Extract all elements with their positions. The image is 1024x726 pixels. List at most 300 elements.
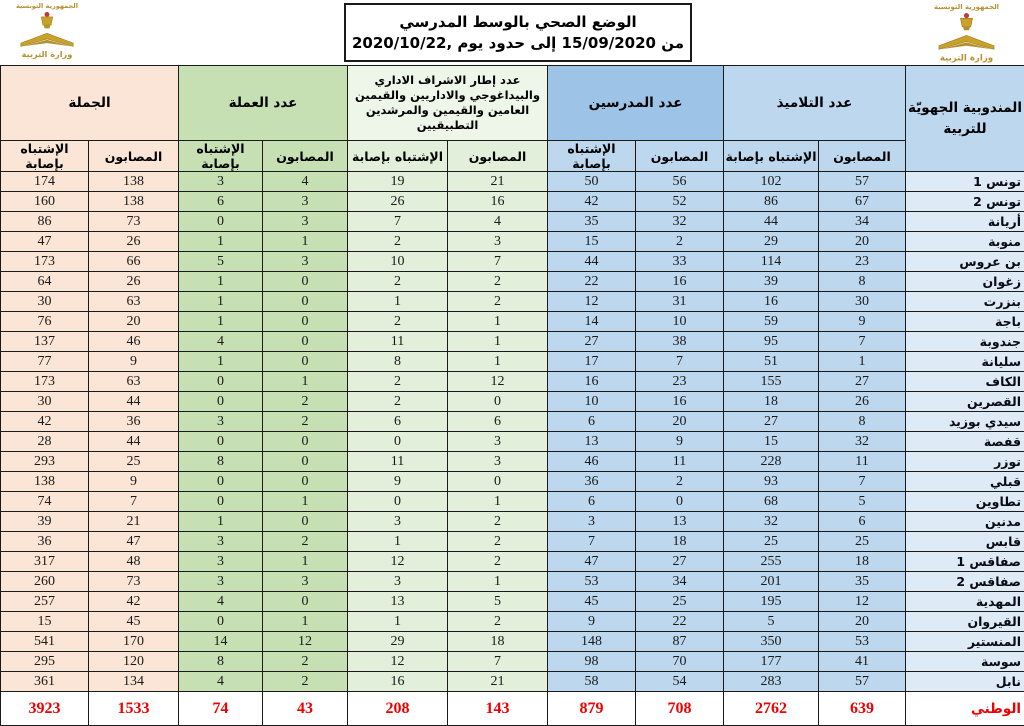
total-value-cell-students-suspected: 2762 [724, 692, 819, 726]
value-cell-students-infected: 20 [819, 612, 906, 632]
value-cell-total-infected: 73 [89, 572, 179, 592]
value-cell-teachers-suspected: 14 [548, 312, 636, 332]
value-cell-admin-suspected: 12 [348, 552, 448, 572]
value-cell-total-infected: 7 [89, 492, 179, 512]
value-cell-teachers-infected: 18 [636, 532, 724, 552]
value-cell-students-suspected: 27 [724, 412, 819, 432]
value-cell-total-suspected: 30 [1, 392, 89, 412]
value-cell-admin-suspected: 1 [348, 532, 448, 552]
value-cell-total-infected: 134 [89, 672, 179, 692]
value-cell-workers-infected: 0 [263, 432, 348, 452]
table-row [1, 272, 1024, 292]
value-cell-students-infected: 11 [819, 452, 906, 472]
value-cell-workers-suspected: 0 [179, 392, 263, 412]
value-cell-students-suspected: 18 [724, 392, 819, 412]
total-value-cell-total-suspected: 3923 [1, 692, 89, 726]
value-cell-total-infected: 170 [89, 632, 179, 652]
value-cell-workers-suspected: 4 [179, 672, 263, 692]
value-cell-workers-infected: 1 [263, 492, 348, 512]
value-cell-teachers-infected: 2 [636, 232, 724, 252]
value-cell-workers-suspected: 0 [179, 212, 263, 232]
value-cell-teachers-infected: 33 [636, 252, 724, 272]
value-cell-workers-infected: 3 [263, 252, 348, 272]
region-name-cell: المهدية [906, 592, 1024, 612]
value-cell-students-infected: 12 [819, 592, 906, 612]
value-cell-students-suspected: 95 [724, 332, 819, 352]
value-cell-workers-infected: 2 [263, 392, 348, 412]
value-cell-teachers-suspected: 36 [548, 472, 636, 492]
value-cell-teachers-suspected: 15 [548, 232, 636, 252]
value-cell-total-infected: 9 [89, 472, 179, 492]
value-cell-admin-infected: 1 [448, 332, 548, 352]
value-cell-teachers-suspected: 35 [548, 212, 636, 232]
value-cell-workers-infected: 0 [263, 452, 348, 472]
region-name-cell: قابس [906, 532, 1024, 552]
value-cell-teachers-suspected: 3 [548, 512, 636, 532]
value-cell-total-suspected: 36 [1, 532, 89, 552]
value-cell-admin-infected: 2 [448, 612, 548, 632]
value-cell-admin-infected: 2 [448, 552, 548, 572]
value-cell-total-infected: 73 [89, 212, 179, 232]
value-cell-workers-infected: 0 [263, 312, 348, 332]
value-cell-teachers-infected: 10 [636, 312, 724, 332]
value-cell-admin-suspected: 2 [348, 232, 448, 252]
value-cell-teachers-suspected: 58 [548, 672, 636, 692]
ministry-logo-right [919, 1, 1014, 67]
value-cell-admin-suspected: 2 [348, 392, 448, 412]
value-cell-total-suspected: 77 [1, 352, 89, 372]
value-cell-total-suspected: 257 [1, 592, 89, 612]
value-cell-teachers-infected: 25 [636, 592, 724, 612]
table-row [1, 492, 1024, 512]
total-value-cell-students-infected: 639 [819, 692, 906, 726]
value-cell-students-infected: 35 [819, 572, 906, 592]
value-cell-students-suspected: 16 [724, 292, 819, 312]
table-header [1, 66, 1024, 172]
value-cell-total-suspected: 293 [1, 452, 89, 472]
region-name-cell: القيروان [906, 612, 1024, 632]
value-cell-students-suspected: 39 [724, 272, 819, 292]
value-cell-workers-suspected: 0 [179, 472, 263, 492]
value-cell-admin-suspected: 3 [348, 512, 448, 532]
region-name-cell: سليانة [906, 352, 1024, 372]
value-cell-total-infected: 48 [89, 552, 179, 572]
table-row [1, 532, 1024, 552]
region-name-cell: زغوان [906, 272, 1024, 292]
region-name-cell: تونس 2 [906, 192, 1024, 212]
value-cell-admin-infected: 1 [448, 492, 548, 512]
value-cell-admin-infected: 3 [448, 452, 548, 472]
value-cell-admin-infected: 21 [448, 672, 548, 692]
value-cell-admin-suspected: 0 [348, 432, 448, 452]
value-cell-students-infected: 5 [819, 492, 906, 512]
value-cell-workers-suspected: 1 [179, 292, 263, 312]
value-cell-workers-suspected: 4 [179, 332, 263, 352]
value-cell-students-infected: 57 [819, 672, 906, 692]
value-cell-teachers-infected: 27 [636, 552, 724, 572]
table-row [1, 672, 1024, 692]
value-cell-students-infected: 32 [819, 432, 906, 452]
value-cell-total-infected: 120 [89, 652, 179, 672]
value-cell-total-suspected: 361 [1, 672, 89, 692]
value-cell-students-suspected: 114 [724, 252, 819, 272]
value-cell-total-infected: 63 [89, 372, 179, 392]
sub-header-teachers-suspected: الإشتباه بإصابة [548, 141, 636, 172]
value-cell-admin-infected: 16 [448, 192, 548, 212]
value-cell-teachers-infected: 87 [636, 632, 724, 652]
value-cell-workers-infected: 0 [263, 472, 348, 492]
value-cell-teachers-infected: 2 [636, 472, 724, 492]
region-name-cell: جندوبة [906, 332, 1024, 352]
value-cell-total-suspected: 39 [1, 512, 89, 532]
value-cell-workers-infected: 0 [263, 292, 348, 312]
value-cell-students-suspected: 155 [724, 372, 819, 392]
value-cell-students-suspected: 255 [724, 552, 819, 572]
sub-header-admin-suspected: الإشتباه بإصابة [348, 141, 448, 172]
value-cell-students-infected: 53 [819, 632, 906, 652]
value-cell-workers-suspected: 3 [179, 552, 263, 572]
value-cell-workers-suspected: 8 [179, 452, 263, 472]
value-cell-admin-infected: 12 [448, 372, 548, 392]
value-cell-workers-infected: 0 [263, 332, 348, 352]
value-cell-total-infected: 47 [89, 532, 179, 552]
value-cell-workers-suspected: 0 [179, 372, 263, 392]
value-cell-students-infected: 34 [819, 212, 906, 232]
value-cell-admin-suspected: 9 [348, 472, 448, 492]
value-cell-total-suspected: 47 [1, 232, 89, 252]
value-cell-admin-infected: 4 [448, 212, 548, 232]
value-cell-teachers-infected: 16 [636, 272, 724, 292]
region-name-cell: قبلي [906, 472, 1024, 492]
value-cell-students-infected: 23 [819, 252, 906, 272]
logo-top-text: الجمهورية التونسية [934, 3, 999, 11]
value-cell-total-suspected: 64 [1, 272, 89, 292]
value-cell-students-suspected: 86 [724, 192, 819, 212]
value-cell-admin-suspected: 19 [348, 172, 448, 192]
value-cell-students-suspected: 93 [724, 472, 819, 492]
value-cell-admin-infected: 6 [448, 412, 548, 432]
value-cell-admin-suspected: 2 [348, 272, 448, 292]
value-cell-total-infected: 26 [89, 232, 179, 252]
value-cell-total-infected: 21 [89, 512, 179, 532]
value-cell-total-suspected: 160 [1, 192, 89, 212]
table-row [1, 172, 1024, 192]
value-cell-workers-suspected: 5 [179, 252, 263, 272]
value-cell-total-infected: 66 [89, 252, 179, 272]
value-cell-admin-suspected: 1 [348, 292, 448, 312]
value-cell-teachers-suspected: 53 [548, 572, 636, 592]
value-cell-students-infected: 1 [819, 352, 906, 372]
value-cell-workers-infected: 12 [263, 632, 348, 652]
value-cell-total-infected: 20 [89, 312, 179, 332]
value-cell-workers-infected: 2 [263, 412, 348, 432]
value-cell-total-infected: 45 [89, 612, 179, 632]
value-cell-students-infected: 20 [819, 232, 906, 252]
value-cell-workers-suspected: 1 [179, 312, 263, 332]
value-cell-total-suspected: 317 [1, 552, 89, 572]
region-name-cell: بن عروس [906, 252, 1024, 272]
value-cell-workers-suspected: 8 [179, 652, 263, 672]
region-name-cell: الكاف [906, 372, 1024, 392]
value-cell-teachers-infected: 54 [636, 672, 724, 692]
value-cell-teachers-infected: 11 [636, 452, 724, 472]
logo-top-text: الجمهورية التونسية [16, 2, 78, 10]
value-cell-workers-infected: 1 [263, 232, 348, 252]
value-cell-students-suspected: 195 [724, 592, 819, 612]
total-value-cell-admin-suspected: 208 [348, 692, 448, 726]
value-cell-students-infected: 8 [819, 412, 906, 432]
value-cell-teachers-suspected: 27 [548, 332, 636, 352]
table-row [1, 412, 1024, 432]
value-cell-total-suspected: 15 [1, 612, 89, 632]
value-cell-students-suspected: 15 [724, 432, 819, 452]
value-cell-teachers-suspected: 6 [548, 412, 636, 432]
value-cell-teachers-suspected: 44 [548, 252, 636, 272]
region-name-cell: المنستير [906, 632, 1024, 652]
value-cell-total-infected: 26 [89, 272, 179, 292]
value-cell-teachers-suspected: 46 [548, 452, 636, 472]
value-cell-teachers-infected: 34 [636, 572, 724, 592]
value-cell-workers-suspected: 1 [179, 512, 263, 532]
region-name-cell: سوسة [906, 652, 1024, 672]
table-row [1, 512, 1024, 532]
value-cell-teachers-infected: 0 [636, 492, 724, 512]
value-cell-students-suspected: 29 [724, 232, 819, 252]
value-cell-admin-infected: 2 [448, 292, 548, 312]
value-cell-teachers-infected: 7 [636, 352, 724, 372]
region-name-cell: تونس 1 [906, 172, 1024, 192]
value-cell-workers-suspected: 3 [179, 412, 263, 432]
value-cell-workers-infected: 2 [263, 532, 348, 552]
value-cell-admin-suspected: 0 [348, 492, 448, 512]
value-cell-total-suspected: 28 [1, 432, 89, 452]
value-cell-admin-suspected: 11 [348, 452, 448, 472]
value-cell-workers-suspected: 6 [179, 192, 263, 212]
table-body [1, 172, 1024, 726]
value-cell-workers-infected: 0 [263, 512, 348, 532]
total-value-cell-total-infected: 1533 [89, 692, 179, 726]
table-row [1, 292, 1024, 312]
table-row [1, 652, 1024, 672]
group-header-students: عدد التلاميذ [724, 66, 906, 141]
value-cell-admin-suspected: 2 [348, 372, 448, 392]
value-cell-teachers-suspected: 45 [548, 592, 636, 612]
value-cell-teachers-suspected: 98 [548, 652, 636, 672]
value-cell-teachers-infected: 70 [636, 652, 724, 672]
value-cell-admin-infected: 0 [448, 392, 548, 412]
value-cell-teachers-infected: 31 [636, 292, 724, 312]
value-cell-students-suspected: 350 [724, 632, 819, 652]
value-cell-admin-suspected: 8 [348, 352, 448, 372]
value-cell-admin-infected: 1 [448, 312, 548, 332]
value-cell-workers-infected: 1 [263, 552, 348, 572]
ministry-emblem-icon [919, 1, 1014, 63]
value-cell-teachers-suspected: 6 [548, 492, 636, 512]
value-cell-total-infected: 44 [89, 392, 179, 412]
value-cell-teachers-suspected: 13 [548, 432, 636, 452]
value-cell-teachers-infected: 22 [636, 612, 724, 632]
value-cell-workers-suspected: 3 [179, 532, 263, 552]
region-name-cell: صفاقس 2 [906, 572, 1024, 592]
value-cell-admin-suspected: 11 [348, 332, 448, 352]
value-cell-admin-suspected: 13 [348, 592, 448, 612]
value-cell-total-infected: 36 [89, 412, 179, 432]
value-cell-teachers-infected: 23 [636, 372, 724, 392]
value-cell-total-suspected: 174 [1, 172, 89, 192]
value-cell-admin-suspected: 7 [348, 212, 448, 232]
value-cell-teachers-suspected: 50 [548, 172, 636, 192]
value-cell-workers-suspected: 0 [179, 432, 263, 452]
value-cell-admin-infected: 18 [448, 632, 548, 652]
value-cell-students-suspected: 102 [724, 172, 819, 192]
value-cell-workers-suspected: 1 [179, 272, 263, 292]
total-value-cell-admin-infected: 143 [448, 692, 548, 726]
value-cell-workers-suspected: 4 [179, 592, 263, 612]
value-cell-admin-infected: 1 [448, 352, 548, 372]
health-status-table [0, 65, 1024, 726]
sub-header-teachers-infected: المصابون [636, 141, 724, 172]
value-cell-admin-suspected: 1 [348, 612, 448, 632]
value-cell-total-suspected: 138 [1, 472, 89, 492]
value-cell-teachers-suspected: 9 [548, 612, 636, 632]
value-cell-teachers-infected: 9 [636, 432, 724, 452]
table-row [1, 592, 1024, 612]
table-row [1, 612, 1024, 632]
value-cell-admin-infected: 7 [448, 652, 548, 672]
sub-header-total-suspected: الإشتباه بإصابة [1, 141, 89, 172]
table-row [1, 352, 1024, 372]
value-cell-admin-suspected: 16 [348, 672, 448, 692]
group-header-workers: عدد العملة [179, 66, 348, 141]
region-name-cell: بنزرت [906, 292, 1024, 312]
value-cell-workers-suspected: 0 [179, 612, 263, 632]
value-cell-teachers-infected: 16 [636, 392, 724, 412]
value-cell-students-infected: 25 [819, 532, 906, 552]
value-cell-total-suspected: 74 [1, 492, 89, 512]
total-value-cell-workers-suspected: 74 [179, 692, 263, 726]
table-row [1, 572, 1024, 592]
value-cell-total-infected: 46 [89, 332, 179, 352]
value-cell-total-infected: 138 [89, 192, 179, 212]
value-cell-total-infected: 138 [89, 172, 179, 192]
value-cell-admin-suspected: 26 [348, 192, 448, 212]
value-cell-students-infected: 30 [819, 292, 906, 312]
value-cell-total-suspected: 86 [1, 212, 89, 232]
value-cell-students-suspected: 44 [724, 212, 819, 232]
value-cell-admin-suspected: 3 [348, 572, 448, 592]
value-cell-workers-infected: 1 [263, 612, 348, 632]
value-cell-admin-suspected: 10 [348, 252, 448, 272]
value-cell-total-suspected: 42 [1, 412, 89, 432]
table-row [1, 472, 1024, 492]
value-cell-total-infected: 9 [89, 352, 179, 372]
value-cell-teachers-infected: 20 [636, 412, 724, 432]
value-cell-students-suspected: 228 [724, 452, 819, 472]
value-cell-total-infected: 63 [89, 292, 179, 312]
region-name-cell: توزر [906, 452, 1024, 472]
value-cell-workers-infected: 0 [263, 592, 348, 612]
table-row [1, 232, 1024, 252]
value-cell-students-suspected: 25 [724, 532, 819, 552]
national-total-row [1, 692, 1024, 726]
value-cell-admin-infected: 2 [448, 272, 548, 292]
ministry-logo-left [6, 0, 88, 64]
total-value-cell-workers-infected: 43 [263, 692, 348, 726]
value-cell-teachers-infected: 56 [636, 172, 724, 192]
sub-header-total-infected: المصابون [89, 141, 179, 172]
region-column-header: المندوبية الجهويّة للتربية [906, 66, 1024, 172]
value-cell-workers-infected: 0 [263, 272, 348, 292]
value-cell-students-infected: 7 [819, 472, 906, 492]
region-name-cell: نابل [906, 672, 1024, 692]
value-cell-admin-suspected: 29 [348, 632, 448, 652]
value-cell-students-infected: 27 [819, 372, 906, 392]
value-cell-workers-infected: 2 [263, 672, 348, 692]
sub-header-students-suspected: الإشتباه بإصابة [724, 141, 819, 172]
value-cell-teachers-suspected: 22 [548, 272, 636, 292]
value-cell-workers-suspected: 1 [179, 352, 263, 372]
national-total-label: الوطني [906, 692, 1024, 726]
value-cell-teachers-infected: 13 [636, 512, 724, 532]
value-cell-workers-suspected: 3 [179, 572, 263, 592]
value-cell-workers-infected: 3 [263, 192, 348, 212]
table-row [1, 372, 1024, 392]
value-cell-admin-suspected: 12 [348, 652, 448, 672]
value-cell-workers-infected: 4 [263, 172, 348, 192]
region-name-cell: قفصة [906, 432, 1024, 452]
region-name-cell: صفاقس 1 [906, 552, 1024, 572]
value-cell-admin-suspected: 2 [348, 312, 448, 332]
table-row [1, 332, 1024, 352]
value-cell-admin-infected: 0 [448, 472, 548, 492]
value-cell-total-infected: 25 [89, 452, 179, 472]
region-name-cell: سيدي بوزيد [906, 412, 1024, 432]
value-cell-students-infected: 67 [819, 192, 906, 212]
table-row [1, 312, 1024, 332]
value-cell-workers-suspected: 3 [179, 172, 263, 192]
header-band [0, 0, 1024, 65]
sub-header-students-infected: المصابون [819, 141, 906, 172]
value-cell-teachers-suspected: 17 [548, 352, 636, 372]
table-row [1, 552, 1024, 572]
sub-header-admin-infected: المصابون [448, 141, 548, 172]
value-cell-students-suspected: 201 [724, 572, 819, 592]
value-cell-admin-suspected: 6 [348, 412, 448, 432]
report-title [344, 3, 692, 62]
value-cell-students-suspected: 59 [724, 312, 819, 332]
value-cell-total-suspected: 30 [1, 292, 89, 312]
value-cell-students-infected: 18 [819, 552, 906, 572]
ministry-emblem-icon [6, 0, 88, 60]
value-cell-workers-infected: 1 [263, 372, 348, 392]
value-cell-teachers-suspected: 12 [548, 292, 636, 312]
value-cell-total-suspected: 260 [1, 572, 89, 592]
region-name-cell: مدنين [906, 512, 1024, 532]
value-cell-teachers-infected: 52 [636, 192, 724, 212]
value-cell-students-infected: 26 [819, 392, 906, 412]
value-cell-total-suspected: 76 [1, 312, 89, 332]
logo-caption: وزارة التربية [940, 53, 993, 63]
value-cell-admin-infected: 21 [448, 172, 548, 192]
value-cell-total-suspected: 137 [1, 332, 89, 352]
value-cell-total-suspected: 173 [1, 372, 89, 392]
value-cell-students-infected: 41 [819, 652, 906, 672]
value-cell-students-suspected: 51 [724, 352, 819, 372]
value-cell-teachers-suspected: 16 [548, 372, 636, 392]
value-cell-workers-infected: 3 [263, 572, 348, 592]
sub-header-workers-suspected: الإشتباه بإصابة [179, 141, 263, 172]
value-cell-students-infected: 7 [819, 332, 906, 352]
